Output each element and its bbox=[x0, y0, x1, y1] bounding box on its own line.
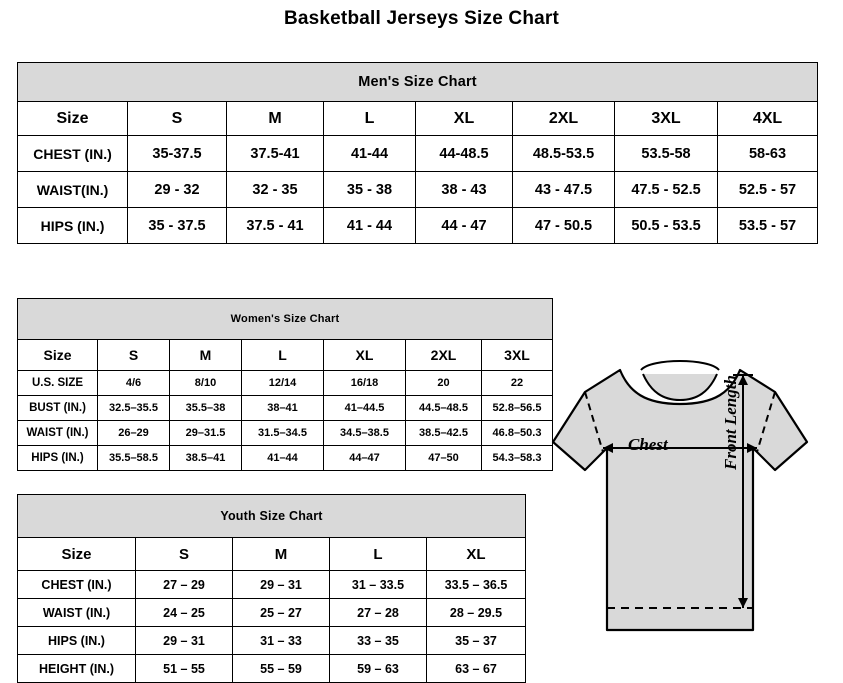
cell: 52.8–56.5 bbox=[482, 396, 553, 421]
column-header: M bbox=[233, 538, 330, 571]
cell: 52.5 - 57 bbox=[718, 172, 818, 208]
cell: 29 – 31 bbox=[233, 571, 330, 599]
cell: 51 – 55 bbox=[136, 655, 233, 683]
cell: 58-63 bbox=[718, 136, 818, 172]
row-header: U.S. SIZE bbox=[18, 371, 98, 396]
cell: 35 – 37 bbox=[427, 627, 526, 655]
column-header: 2XL bbox=[513, 102, 615, 136]
youth-size-chart-table bbox=[17, 494, 526, 683]
table-row bbox=[18, 655, 526, 683]
cell: 35 - 38 bbox=[324, 172, 416, 208]
column-header: S bbox=[136, 538, 233, 571]
column-header: 4XL bbox=[718, 102, 818, 136]
cell: 29–31.5 bbox=[170, 421, 242, 446]
jersey-measurement-diagram bbox=[545, 330, 835, 675]
table-row bbox=[18, 299, 553, 340]
cell: 31 – 33 bbox=[233, 627, 330, 655]
cell: 53.5-58 bbox=[615, 136, 718, 172]
cell: 12/14 bbox=[242, 371, 324, 396]
cell: 59 – 63 bbox=[330, 655, 427, 683]
table-row bbox=[18, 571, 526, 599]
cell: 43 - 47.5 bbox=[513, 172, 615, 208]
cell: 37.5 - 41 bbox=[227, 208, 324, 244]
cell: 44.5–48.5 bbox=[406, 396, 482, 421]
cell: 41 - 44 bbox=[324, 208, 416, 244]
cell: 47 - 50.5 bbox=[513, 208, 615, 244]
cell: 38.5–42.5 bbox=[406, 421, 482, 446]
cell: 29 – 31 bbox=[136, 627, 233, 655]
cell: 37.5-41 bbox=[227, 136, 324, 172]
cell: 38 - 43 bbox=[416, 172, 513, 208]
cell: 35.5–58.5 bbox=[98, 446, 170, 471]
row-header: HIPS (IN.) bbox=[18, 446, 98, 471]
column-header: XL bbox=[427, 538, 526, 571]
cell: 29 - 32 bbox=[128, 172, 227, 208]
row-header: CHEST (IN.) bbox=[18, 571, 136, 599]
table-row bbox=[18, 538, 526, 571]
table-row bbox=[18, 371, 553, 396]
cell: 28 – 29.5 bbox=[427, 599, 526, 627]
column-header: XL bbox=[416, 102, 513, 136]
row-header: HEIGHT (IN.) bbox=[18, 655, 136, 683]
jersey-shirt-icon bbox=[545, 330, 835, 675]
cell: 27 – 29 bbox=[136, 571, 233, 599]
column-header: Size bbox=[18, 538, 136, 571]
cell: 47–50 bbox=[406, 446, 482, 471]
cell: 25 – 27 bbox=[233, 599, 330, 627]
youth-chart-band-title: Youth Size Chart bbox=[18, 495, 526, 538]
row-header: BUST (IN.) bbox=[18, 396, 98, 421]
column-header: S bbox=[128, 102, 227, 136]
table-row bbox=[18, 421, 553, 446]
table-row bbox=[18, 172, 818, 208]
cell: 35-37.5 bbox=[128, 136, 227, 172]
column-header: Size bbox=[18, 340, 98, 371]
cell: 33.5 – 36.5 bbox=[427, 571, 526, 599]
cell: 26–29 bbox=[98, 421, 170, 446]
cell: 38.5–41 bbox=[170, 446, 242, 471]
table-row bbox=[18, 396, 553, 421]
column-header: 3XL bbox=[615, 102, 718, 136]
cell: 31.5–34.5 bbox=[242, 421, 324, 446]
cell: 32.5–35.5 bbox=[98, 396, 170, 421]
cell: 41–44 bbox=[242, 446, 324, 471]
cell: 22 bbox=[482, 371, 553, 396]
table-row bbox=[18, 208, 818, 244]
row-header: CHEST (IN.) bbox=[18, 136, 128, 172]
mens-size-chart-table bbox=[17, 62, 818, 244]
cell: 27 – 28 bbox=[330, 599, 427, 627]
column-header: 3XL bbox=[482, 340, 553, 371]
column-header: M bbox=[170, 340, 242, 371]
row-header: WAIST (IN.) bbox=[18, 421, 98, 446]
page-title: Basketball Jerseys Size Chart bbox=[283, 8, 560, 29]
cell: 41–44.5 bbox=[324, 396, 406, 421]
row-header: WAIST (IN.) bbox=[18, 599, 136, 627]
cell: 31 – 33.5 bbox=[330, 571, 427, 599]
cell: 44-48.5 bbox=[416, 136, 513, 172]
column-header: Size bbox=[18, 102, 128, 136]
row-header: WAIST(IN.) bbox=[18, 172, 128, 208]
table-row bbox=[18, 495, 526, 538]
cell: 47.5 - 52.5 bbox=[615, 172, 718, 208]
cell: 33 – 35 bbox=[330, 627, 427, 655]
table-row bbox=[18, 102, 818, 136]
column-header: XL bbox=[324, 340, 406, 371]
column-header: 2XL bbox=[406, 340, 482, 371]
cell: 54.3–58.3 bbox=[482, 446, 553, 471]
column-header: L bbox=[324, 102, 416, 136]
cell: 20 bbox=[406, 371, 482, 396]
cell: 32 - 35 bbox=[227, 172, 324, 208]
column-header: S bbox=[98, 340, 170, 371]
cell: 48.5-53.5 bbox=[513, 136, 615, 172]
womens-chart-band-title: Women's Size Chart bbox=[18, 299, 553, 340]
table-row bbox=[18, 627, 526, 655]
table-row bbox=[18, 63, 818, 102]
cell: 4/6 bbox=[98, 371, 170, 396]
cell: 16/18 bbox=[324, 371, 406, 396]
cell: 53.5 - 57 bbox=[718, 208, 818, 244]
cell: 8/10 bbox=[170, 371, 242, 396]
column-header: L bbox=[330, 538, 427, 571]
cell: 35 - 37.5 bbox=[128, 208, 227, 244]
cell: 50.5 - 53.5 bbox=[615, 208, 718, 244]
cell: 41-44 bbox=[324, 136, 416, 172]
chest-measurement-label: Chest bbox=[628, 435, 668, 454]
womens-size-chart-table bbox=[17, 298, 553, 471]
table-row bbox=[18, 136, 818, 172]
cell: 55 – 59 bbox=[233, 655, 330, 683]
cell: 34.5–38.5 bbox=[324, 421, 406, 446]
cell: 44–47 bbox=[324, 446, 406, 471]
column-header: M bbox=[227, 102, 324, 136]
column-header: L bbox=[242, 340, 324, 371]
cell: 44 - 47 bbox=[416, 208, 513, 244]
cell: 46.8–50.3 bbox=[482, 421, 553, 446]
mens-chart-band-title: Men's Size Chart bbox=[18, 63, 818, 102]
table-row bbox=[18, 340, 553, 371]
cell: 24 – 25 bbox=[136, 599, 233, 627]
cell: 63 – 67 bbox=[427, 655, 526, 683]
cell: 35.5–38 bbox=[170, 396, 242, 421]
front-length-measurement-label: Front Length bbox=[721, 375, 740, 470]
table-row bbox=[18, 599, 526, 627]
cell: 38–41 bbox=[242, 396, 324, 421]
table-row bbox=[18, 446, 553, 471]
row-header: HIPS (IN.) bbox=[18, 627, 136, 655]
row-header: HIPS (IN.) bbox=[18, 208, 128, 244]
